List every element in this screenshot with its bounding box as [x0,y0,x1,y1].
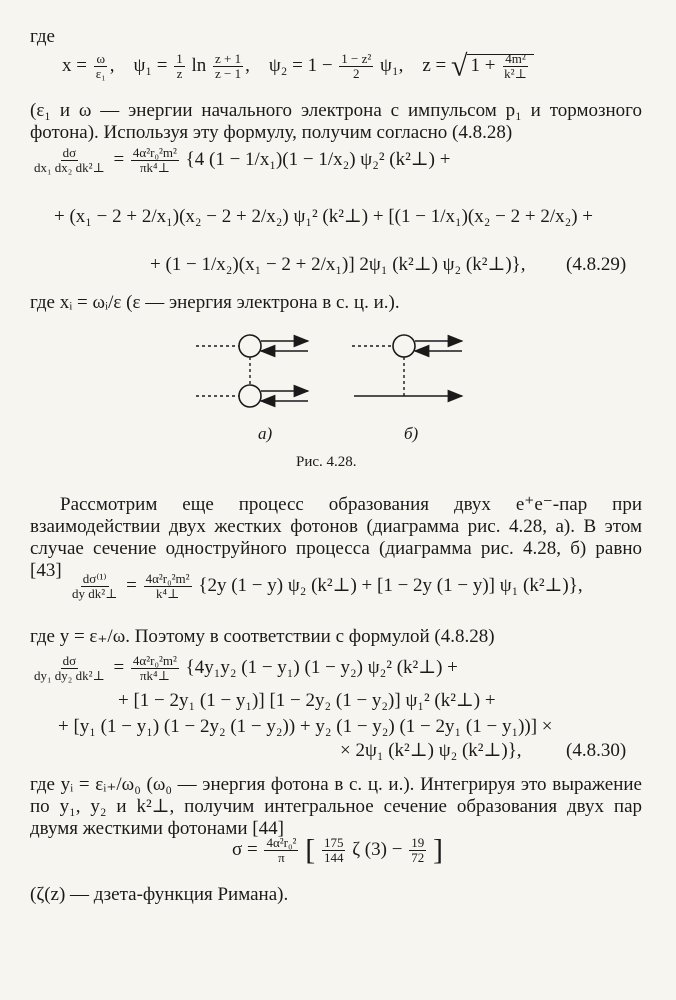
eq-total-close: ] [432,833,443,867]
x-num: ω [96,51,105,66]
psi2-fraction [339,52,373,81]
sqrt-body [467,51,533,81]
eq30-coef-den: πk⁴⊥ [139,668,170,683]
eq-total-f2 [409,836,426,865]
figure-label-b: б) [404,424,419,443]
eq29-coef-den: πk⁴⊥ [139,160,170,175]
psi1-fraction [174,52,185,81]
eq-total [232,833,443,867]
eq-total-f1-den: 144 [323,850,344,865]
eq-total-coef [264,836,298,865]
figure-label-a: а) [258,424,273,443]
eq-single-lhs-den: dy dk²⊥ [72,586,118,601]
psi2-den: 2 [353,66,360,81]
eq30-line4: × 2ψ₁ (k²⊥) ψ₂ (k²⊥)}, [340,740,522,761]
eq30-line3: + [y₁ (1 − y₁) (1 − 2y₂ (1 − y₂)) + y₂ (1 − y₂) (1 − 2y₁ (1 − y₁))] × [58,716,553,737]
psi1-ln: ln [191,54,207,76]
eq-total-f2-num: 19 [411,835,425,850]
eq-single-coef-den: k⁴⊥ [155,586,180,601]
eq-total-coef-den: π [278,850,285,865]
psi2-num: 1 − z² [341,51,372,66]
eq-single-body: {2y (1 − y) ψ₂ (k²⊥) + [1 − 2y (1 − y)] ψ₁ (k²⊥)}, [198,574,583,596]
eq-total-lhs: σ = [232,838,258,860]
psi1-num2: z + 1 [214,51,242,66]
eq-total-mid: ζ (3) − [352,838,403,860]
definitions-formula: x = $\frac{\omega}{\text{ε₁}}$ , ψ₁ = $\frac{1}{z}$ ln $\frac{z + 1}{z - 1}$ , ψ₂ = 1 − $\frac{\text{1 − z²}}{2}$ ψ₁, z = √ 1 + $\frac{\text{4m²}}{\text{k²⊥}}$ [62,52,534,81]
eq-single-lhs [70,572,119,601]
z-num: 4m² [505,51,526,66]
eq29-number: (4.8.29) [566,254,627,275]
eq30-coef-num: 4α²r₀²m² [132,653,177,668]
z-den: k²⊥ [504,66,527,81]
eq29-lhs-den: dx₁ dx₂ dk²⊥ [34,160,105,175]
eq30-line1: $\frac{d\sigma}{\text{dy₁ dy₂ dk²⊥}}$ = $\frac{\text{4α²r₀²m²}}{\text{πk⁴⊥}}$ {4y₁y₂ (1 − y₁) (1 − y₂) ψ₂² (k²⊥) + [34,653,458,683]
eq-total-coef-num: 4α²r₀² [266,835,297,850]
eq-total-f1-num: 175 [323,835,344,850]
z-root: 1 + [470,54,496,76]
eq30-lhs-num: dσ [62,653,77,668]
eq30-lhs [32,654,107,683]
z-lhs: z = [422,54,447,76]
eq-single-lhs-num: dσ⁽¹⁾ [82,571,107,586]
eq-single-coef-num: 4α²r₀²m² [145,571,190,586]
psi1-lhs: ψ₁ = [133,54,168,76]
psi1-den: z [176,66,183,81]
psi2-tail: ψ₁, [380,54,404,76]
x-fraction [94,52,108,81]
eq-single-coef [144,572,192,601]
psi1-den2: z − 1 [214,66,242,81]
diagram-a [196,335,308,407]
psi1-fraction2 [213,52,243,81]
eq29-line2: + (x₁ − 2 + 2/x₁)(x₂ − 2 + 2/x₂) ψ₁² (k²⊥) + [(1 − 1/x₁)(x₂ − 2 + 2/x₂) + [54,206,594,227]
eq29-coef [131,146,179,175]
word-where: где [30,26,55,47]
paragraph-3: где yᵢ = εᵢ₊/ω₀ (ω₀ — энергия фотона в с. ц. и.). Интегрируя это выражение по y₁, y₂ и k²⊥, получим интегральное сечение образования двух пар двумя жесткими фотонами [44] [30,774,642,839]
feynman-diagrams [190,326,470,416]
eq30-lhs-den: dy₁ dy₂ dk²⊥ [34,668,105,683]
sqrt-sign: √ [450,49,468,83]
eq29-line3: + (1 − 1/x₂)(x₁ − 2 + 2/x₁)] 2ψ₁ (k²⊥) ψ₂ (k²⊥)}, [150,254,526,275]
x-den: ε₁ [95,66,106,81]
eq29-body1: {4 (1 − 1/x₁)(1 − 1/x₂) ψ₂² (k²⊥) + [185,148,451,170]
eq29-lhs-num: dσ [62,145,77,160]
z-fraction [502,52,529,81]
x-lhs: x = [62,54,87,76]
footer-note: (ζ(z) — дзета-функция Римана). [30,884,289,905]
eq-total-open: [ [305,833,316,867]
eq-total-f2-den: 72 [411,850,425,865]
diagram-b [352,335,462,396]
paragraph-1: (ε₁ и ω — энергии начального электрона с импульсом p₁ и тормозного фотона). Используя эту формулу, получим согласно (4.8.28) [30,100,642,143]
psi1-num: 1 [176,51,183,66]
figure-caption: Рис. 4.28. [296,454,357,470]
eq30-coef [131,654,179,683]
psi2-lhs: ψ₂ = 1 − [268,54,333,76]
paragraph-2: Рассмотрим еще процесс образования двух e⁺e⁻-пар при взаимодействии двух жестких фотонов (диаграмма рис. 4.28, а). В этом случае сечение одноструйного процесса (диаграмма рис. 4.28, б) равно [43] [30,494,642,581]
eq29-line1: $\frac{d\sigma}{\text{dx₁ dx₂ dk²⊥}}$ = $\frac{\text{4α²r₀²m²}}{\text{πk⁴⊥}}$ {4 (1 − 1/x₁)(1 − 1/x₂) ψ₂² (k²⊥) + [34,145,451,175]
where-xi: где xᵢ = ωᵢ/ε (ε — энергия электрона в с. ц. и.). [30,292,400,313]
eq30-line2: + [1 − 2y₁ (1 − y₁)] [1 − 2y₂ (1 − y₂)] ψ₁² (k²⊥) + [118,690,496,711]
eq29-coef-num: 4α²r₀²m² [132,145,177,160]
eq29-lhs [32,146,107,175]
eq30-body1: {4y₁y₂ (1 − y₁) (1 − y₂) ψ₂² (k²⊥) + [185,656,458,678]
eq-total-f1 [322,836,346,865]
eq30-number: (4.8.30) [566,740,627,761]
eq-single-jet: $\frac{\text{dσ⁽¹⁾}}{\text{dy dk²⊥}}$ = $\frac{\text{4α²r₀²m²}}{\text{k⁴⊥}}$ {2y (1 − y) ψ₂ (k²⊥) + [1 − 2y (1 − y)] ψ₁ (k²⊥)}, [72,571,583,601]
where-y: где y = ε₊/ω. Поэтому в соответствии с формулой (4.8.28) [30,626,495,647]
